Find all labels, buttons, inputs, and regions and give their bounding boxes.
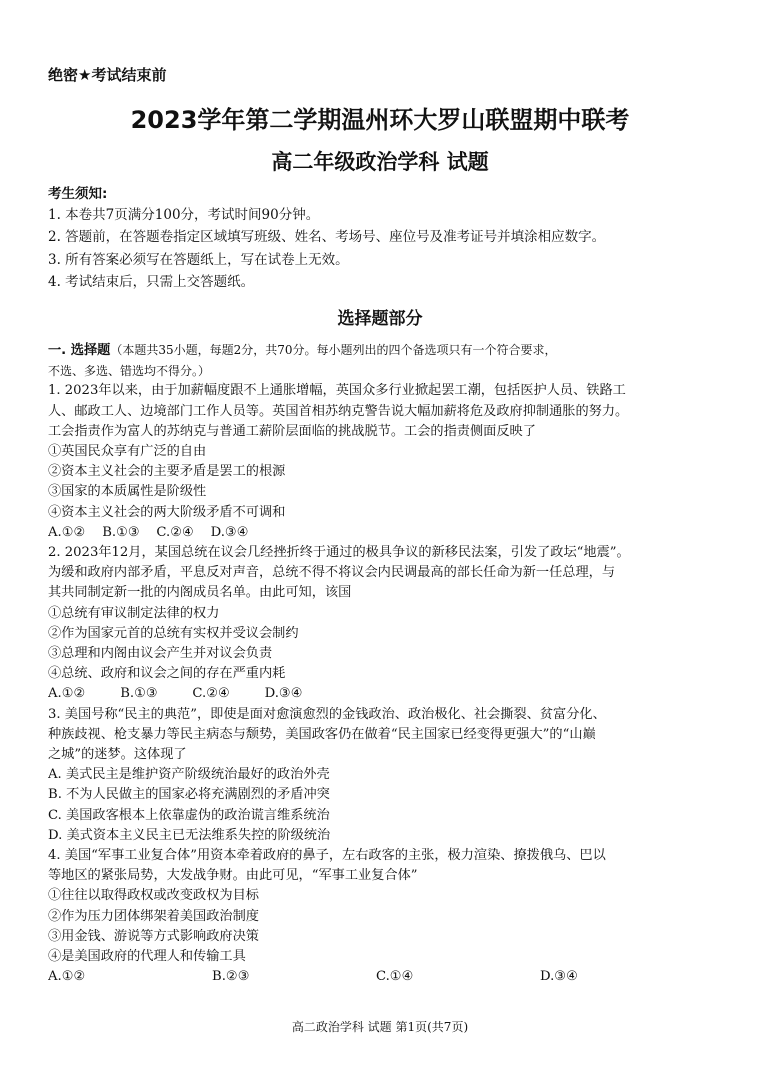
question-3-stem-3: 之城”的迷梦。这体现了	[48, 747, 187, 763]
option-a: A.①②	[48, 686, 86, 702]
question-1-stem-3: 工会指责作为富人的苏纳克与普通工薪阶层面临的挑战脱节。工会的指责侧面反映了	[48, 423, 536, 439]
question-4-options	[48, 967, 724, 987]
question-3-option-d: D. 美式资本主义民主已无法维系失控的阶级统治	[48, 827, 331, 843]
note-item: 1. 本卷共7页满分100分，考试时间90分钟。	[48, 207, 320, 223]
question-4-item: ④是美国政府的代理人和传输工具	[48, 949, 246, 965]
question-4-item: ③用金钱、游说等方式影响政府决策	[48, 928, 259, 944]
option-b: B.①③	[102, 524, 140, 540]
question-1-item: ①英国民众享有广泛的自由	[48, 444, 207, 460]
question-2-stem-3: 其共同制定新一批的内阁成员名单。由此可知，该国	[48, 585, 352, 601]
question-2-options	[48, 684, 724, 704]
question-1-options	[48, 523, 724, 543]
option-a: A.①②	[48, 524, 86, 540]
notes-list	[48, 204, 728, 294]
question-4-item: ①往往以取得政权或改变政权为目标	[48, 888, 259, 904]
note-item: 2. 答题前，在答题卷指定区域填写班级、姓名、考场号、座位号及准考证号并填涂相应数字。	[48, 229, 606, 246]
question-4-stem-1: 4. 美国“军事工业复合体”用资本牵着政府的鼻子，左右政客的主张，极力渲染、撩拨俄乌、巴以	[48, 848, 606, 864]
option-a: A.①②	[48, 969, 86, 985]
section-intro-text: （本题共35小题，每题2分，共70分。每小题列出的四个备选项只有一个符合要求，	[110, 343, 557, 357]
section-intro	[48, 340, 724, 361]
option-c: C.②④	[156, 524, 194, 540]
section-intro-label: 一. 选择题	[48, 343, 111, 358]
question-2-item: ④总统、政府和议会之间的存在严重内耗	[48, 666, 286, 682]
question-2-item: ②作为国家元首的总统有实权并受议会制约	[48, 625, 299, 641]
option-d: D.③④	[210, 524, 249, 540]
question-3-option-b: B. 不为人民做主的国家必将充满剧烈的矛盾冲突	[48, 787, 330, 803]
note-item: 3. 所有答案必须写在答题纸上，写在试卷上无效。	[48, 251, 349, 268]
note-item: 4. 考试结束后，只需上交答题纸。	[48, 274, 255, 291]
question-3-option-a: A. 美式民主是维护资产阶级统治最好的政治外壳	[48, 767, 330, 783]
secret-mark: 绝密★考试结束前	[48, 66, 167, 84]
question-2-item: ①总统有审议制定法律的权力	[48, 605, 220, 621]
exam-title: 2023学年第二学期温州环大罗山联盟期中联考	[130, 106, 630, 134]
question-4-stem-2: 等地区的紧张局势，大发战争财。由此可见，“军事工业复合体”	[48, 868, 418, 884]
question-1-item: ③国家的本质属性是阶级性	[48, 484, 207, 500]
question-body	[48, 340, 724, 988]
question-3-stem-2: 种族歧视、枪支暴力等民主病态与颓势，美国政客仍在做着“民主国家已经变得更强大”的“山巅	[48, 726, 596, 742]
page-footer: 高二政治学科 试题 第1页(共7页)	[291, 1020, 469, 1034]
question-2-stem-2: 为缓和政府内部矛盾，平息反对声音，总统不得不将议会内民调最高的部长任命为新一任总理，与	[48, 565, 616, 581]
option-c: C.①④	[376, 969, 414, 985]
notes-heading: 考生须知:	[48, 186, 108, 202]
option-b: B.②③	[212, 969, 250, 985]
option-d: D.③④	[540, 969, 578, 985]
option-d: D.③④	[264, 686, 303, 702]
question-2-item: ③总理和内阁由议会产生并对议会负责	[48, 646, 273, 662]
option-c: C.②④	[192, 686, 230, 702]
question-2-stem-1: 2. 2023年12月，某国总统在议会几经挫折终于通过的极具争议的新移民法案，引发了政坛“地震”。	[48, 545, 630, 561]
question-1-item: ②资本主义社会的主要矛盾是罢工的根源	[48, 464, 286, 480]
section-title: 选择题部分	[337, 309, 423, 329]
question-1-stem-2: 人、邮政工人、边境部门工作人员等。英国首相苏纳克警告说大幅加薪将危及政府抑制通胀的努力。	[48, 403, 629, 419]
option-b: B.①③	[120, 686, 158, 702]
question-4-item: ②作为压力团体绑架着美国政治制度	[48, 908, 259, 924]
question-3-option-c: C. 美国政客根本上依靠虚伪的政治谎言维系统治	[48, 807, 330, 823]
question-3-stem-1: 3. 美国号称“民主的典范”，即使是面对愈演愈烈的金钱政治、政治极化、社会撕裂、贫富分化、	[48, 706, 606, 722]
exam-subtitle: 高二年级政治学科 试题	[271, 150, 489, 174]
section-intro-text-2: 不选、多选、错选均不得分。）	[48, 364, 211, 379]
question-1-item: ④资本主义社会的两大阶级矛盾不可调和	[48, 504, 286, 520]
question-1-stem-1: 1. 2023年以来，由于加薪幅度跟不上通胀增幅，英国众多行业掀起罢工潮，包括医护人员、铁路工	[48, 383, 626, 399]
